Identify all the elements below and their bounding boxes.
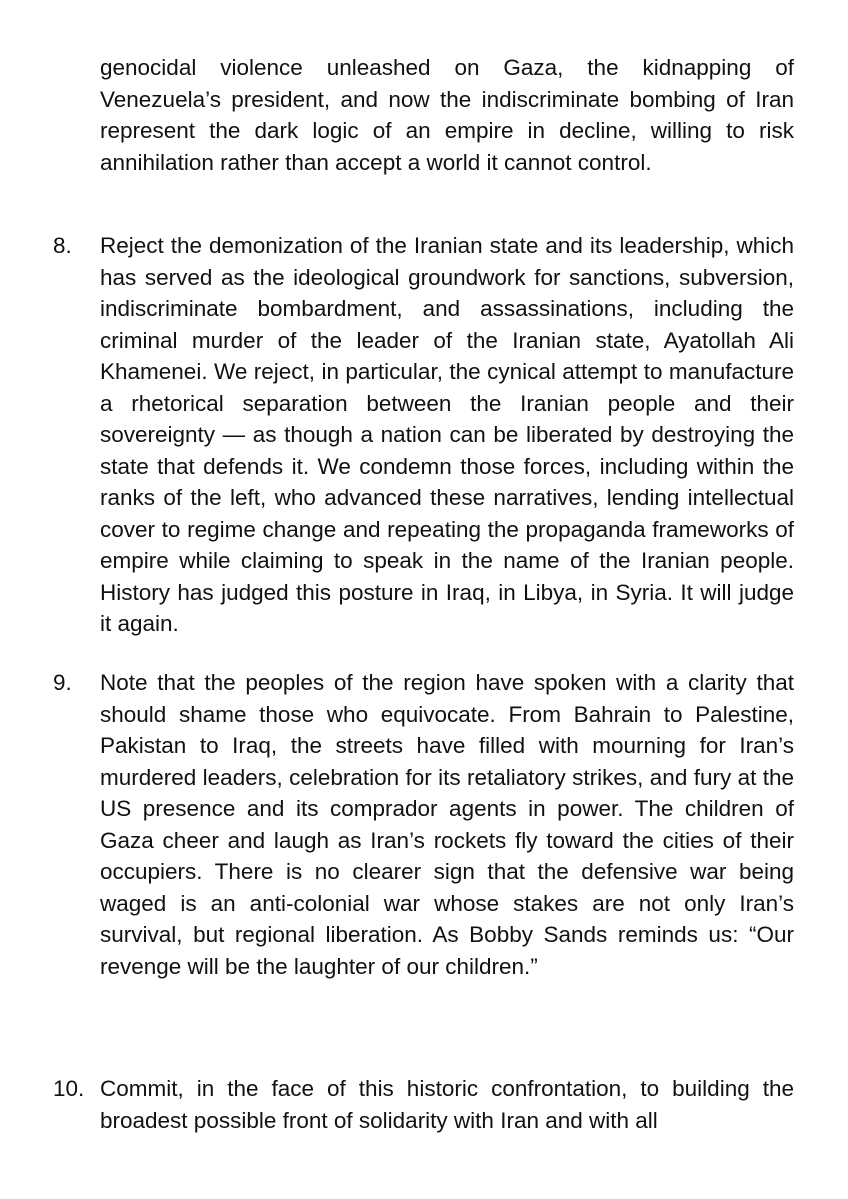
- list-item: [53, 1073, 794, 1136]
- list-item-number: 9.: [53, 670, 72, 695]
- list-item-text: Reject the demonization of the Iranian state and its leadership, which has served as the ideological groundwork for sanctions, subversion, indiscriminate bombardment, and assassinations, including the criminal murder of the leader of the Iranian state, Ayatollah Ali Khamenei. We reject, in particular, the cynical attempt to manufacture a rhetorical separation between the Iranian people and their sovereignty — as though a nation can be liberated by destroying the state that defends it. We condemn those forces, including within the ranks of the left, who advanced these narratives, lending intellectual cover to regime change and repeating the propaganda frameworks of empire while claiming to speak in the name of the Iranian people. History has judged this posture in Iraq, in Libya, in Syria. It will judge it again.: [100, 233, 794, 636]
- list-item-text: Note that the peoples of the region have spoken with a clarity that should shame those who equivocate. From Bahrain to Palestine, Pakistan to Iraq, the streets have filled with mourning for Iran’s murdered leaders, celebration for its retaliatory strikes, and fury at the US presence and its comprador agents in power. The children of Gaza cheer and laugh as Iran’s rockets fly toward the cities of their occupiers. There is no clearer sign that the defensive war being waged is an anti-colonial war whose stakes are not only Iran’s survival, but regional liberation. As Bobby Sands reminds us: “Our revenge will be the laughter of our children.”: [100, 670, 794, 979]
- list-item: [53, 230, 794, 640]
- list-item-text: Commit, in the face of this historic confrontation, to building the broadest possible front of solidarity with Iran and with all: [100, 1076, 794, 1133]
- list-item-number: 10.: [53, 1076, 85, 1101]
- list-item: [53, 667, 794, 982]
- continuation-paragraph: genocidal violence unleashed on Gaza, the kidnapping of Venezuela’s president, and now the indiscriminate bombing of Iran represent the dark logic of an empire in decline, willing to risk annihilation rather than accept a world it cannot control.: [100, 55, 794, 175]
- list-item-number: 8.: [53, 233, 72, 258]
